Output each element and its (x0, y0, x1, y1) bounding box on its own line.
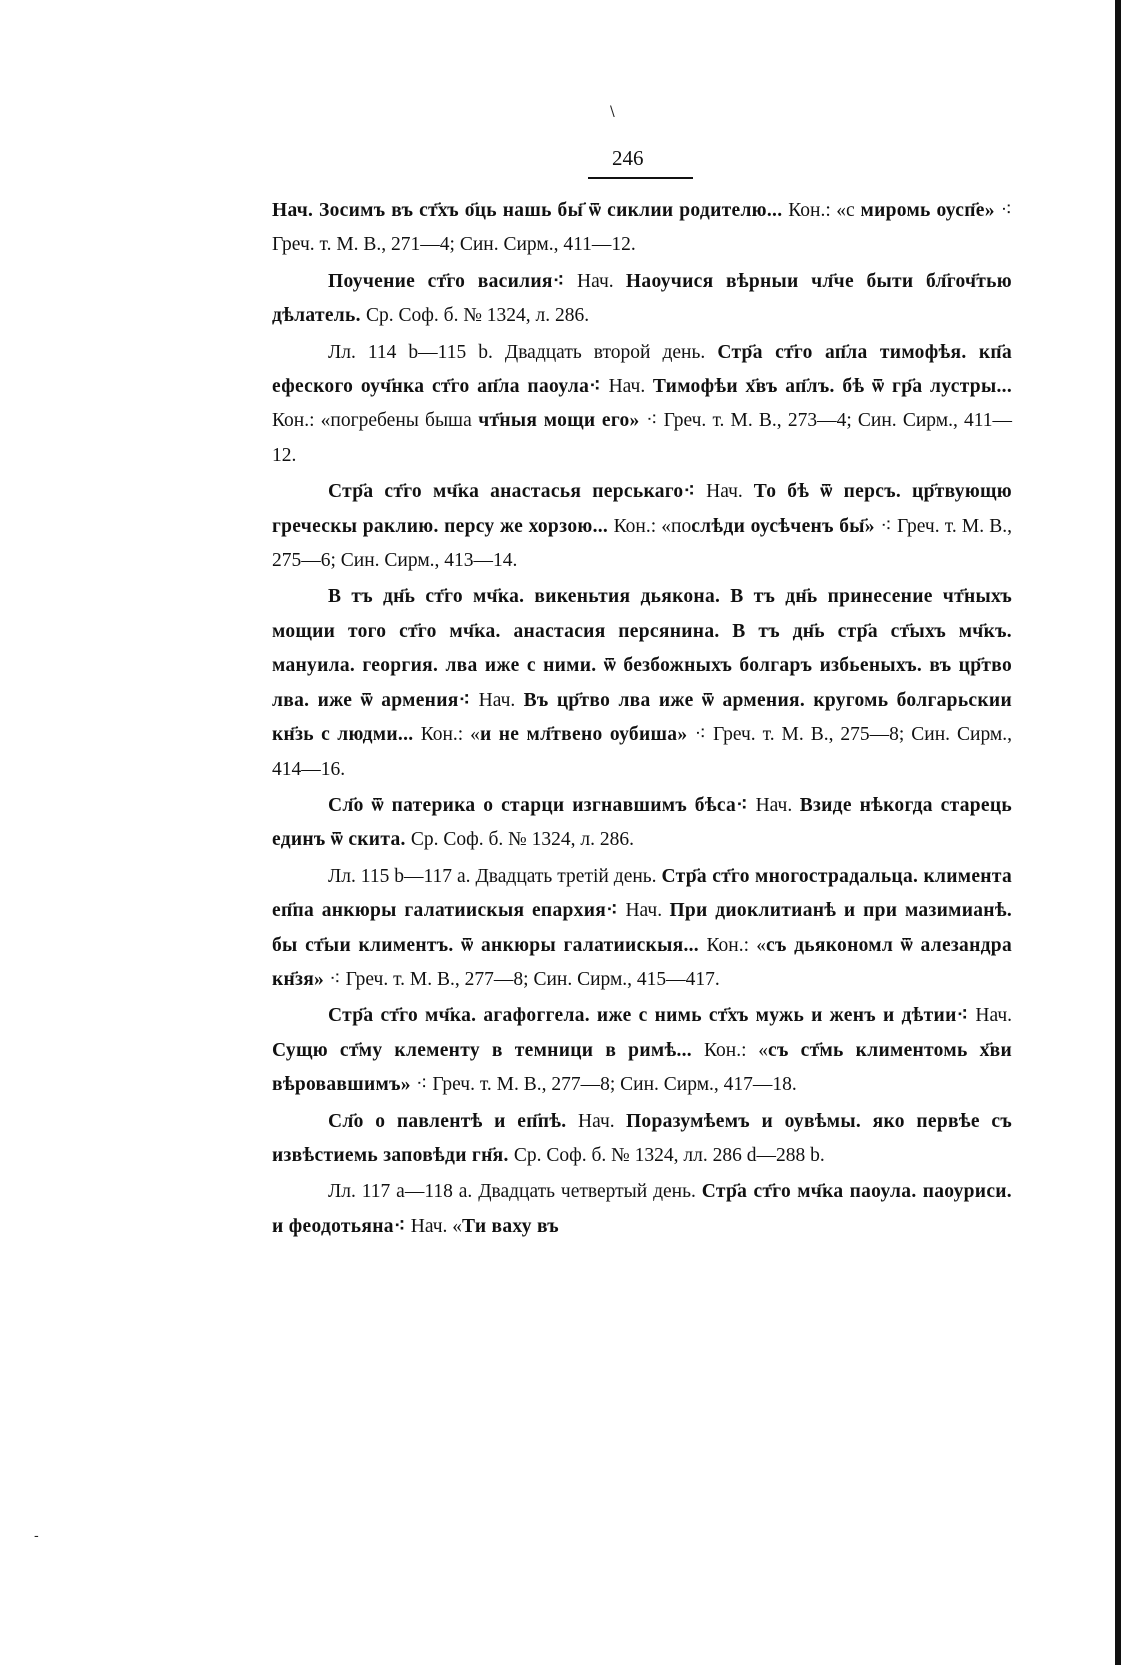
russian-text: Ср. Соф. б. № 1324, лл. 286 d—288 b. (513, 1144, 825, 1166)
church-slavonic-text: Стр҃а ст҃го многострадальца. климента еп҃па анкюры галатиискыя епархия⁖ (272, 865, 1012, 922)
church-slavonic-text: Стр҃а ст҃го мч҃ка. агафоггела. иже с нимь ст҃хъ мужь и женъ и дѣтии⁖ (328, 1005, 976, 1027)
russian-text: Кон.: « (420, 724, 480, 746)
paragraph (272, 1105, 1012, 1174)
russian-text: Нач. (625, 900, 670, 922)
russian-text: ⁖ Греч. т. М. В., 277—8; Син. Сирм., 415—417. (329, 968, 720, 990)
russian-text: Кон.: « (704, 1039, 768, 1061)
paragraph (272, 1175, 1012, 1244)
russian-text: ⁖ Греч. т. М. В., 273—4; Син. Сирм., 411—12. (272, 410, 1013, 466)
russian-text: Нач. (608, 376, 646, 398)
church-slavonic-text: Въ цр҃тво лва иже ѿ армения. кругомь болгарьскии кн҃зь с людми... (272, 689, 1012, 746)
paragraph (272, 860, 1012, 998)
church-slavonic-text: Стр҃а ст҃го мч҃ка анастасья перськаго⁖ (328, 481, 707, 503)
russian-text: Нач. (577, 270, 626, 292)
church-slavonic-text: Сущю ст҃му клементу в темници в римѣ... (272, 1039, 704, 1061)
russian-text: Ср. Соф. б. № 1324, л. 286. (366, 305, 590, 327)
russian-text: ⁖ Греч. т. М. В., 271—4; Син. Сирм., 411—12. (272, 200, 1013, 256)
paragraph (272, 265, 1012, 334)
top-stray-mark: \ (610, 104, 615, 120)
church-slavonic-text: миромь оусп҃е» (854, 200, 1001, 221)
paragraph (272, 475, 1012, 578)
paragraph (272, 194, 1012, 263)
church-slavonic-text: Нач. Зосимъ въ ст҃хъ о҃ць нашь бы҃ ѿ сиклии родителю... (272, 200, 789, 221)
church-slavonic-text: Поразумѣемъ и оувѣмы. яко первѣе съ извѣстиемь заповѣди гн҃я. (272, 1110, 1012, 1166)
russian-text: Кон.: «с (788, 200, 855, 221)
left-stray-mark: - (34, 1528, 39, 1544)
church-slavonic-text: съ дьякономл ѿ алезандра кн҃зя» (272, 934, 1012, 990)
church-slavonic-text: Сл҃о о павлентѣ и еп҃пѣ. (328, 1110, 579, 1132)
church-slavonic-text: Стр҃а ст҃го мч҃ка паоула. паоуриси. и феодотьяна⁖ (272, 1181, 1012, 1237)
body-text (272, 194, 1012, 1246)
paragraph (272, 789, 1012, 858)
russian-text: Нач. (578, 1110, 626, 1132)
russian-text: Кон.: « (706, 934, 766, 956)
church-slavonic-text: слѣди оусѣченъ бы҃» (691, 515, 881, 537)
page-number: 246 (612, 146, 644, 170)
russian-text: Нач. (478, 689, 516, 711)
church-slavonic-text: Наоучися вѣрныи чл҃че быти бл҃гоч҃тью дѣлатель. (272, 270, 1012, 327)
paragraph (272, 580, 1012, 786)
page-number-rule (588, 177, 693, 179)
page-edge-shadow (1115, 0, 1121, 1665)
church-slavonic-text: В тъ дн҃ь ст҃го мч҃ка. викеньтия дьякона. В тъ дн҃ь принесение чт҃ныхъ мощии того ст҃го мч҃ка. анастасия персянина. В тъ дн҃ь стр҃а ст҃ыхъ мч҃къ. мануила. георгия. лва иже с ними. ѿ безбожныхъ болгаръ избьеныхъ. въ цр҃тво лва. иже ѿ армения⁖ (272, 586, 1012, 711)
russian-text: Лл. 117 а—118 а. Двадцать четвертый день. (328, 1181, 702, 1203)
church-slavonic-text: Стр҃а ст҃го ап҃ла тимофѣя. кп҃а ефеского оуч҃нка ст҃го ап҃ла паоула⁖ (272, 341, 1012, 398)
russian-text: Лл. 115 b—117 а. Двадцать третій день. (328, 865, 662, 887)
church-slavonic-text: Поучение ст҃го василия⁖ (328, 270, 578, 292)
russian-text: Кон.: «погребены быша (272, 410, 472, 432)
church-slavonic-text: При диоклитианѣ и при мазимианѣ. бы ст҃ыи климентъ. ѿ анкюры галатиискыя... (272, 900, 1013, 956)
russian-text: Нач. (755, 794, 800, 816)
church-slavonic-text: Взиде нѣкогда старець единъ ѿ скита. (272, 794, 1012, 851)
church-slavonic-text: Сл҃о ѿ патерика о старци изгнавшимъ бѣса⁖ (328, 794, 756, 816)
russian-text: Нач. (975, 1005, 1012, 1027)
russian-text: Кон.: «по (613, 515, 692, 537)
church-slavonic-text: чт҃ныя мощи его» (471, 410, 647, 432)
church-slavonic-text: То бѣ ѿ персъ. цр҃твующю греческы раклию. персу же хорзою... (272, 481, 1012, 537)
church-slavonic-text: Тимофѣи х҃въ ап҃лъ. бѣ ѿ гр҃а лустры... (645, 376, 1013, 398)
russian-text: ⁖ Греч. т. М. В., 275—6; Син. Сирм., 413—14. (272, 515, 1013, 572)
russian-text: Нач. « (410, 1215, 462, 1237)
russian-text: ⁖ Греч. т. М. В., 277—8; Син. Сирм., 417—18. (416, 1074, 797, 1096)
church-slavonic-text: Ти ваху въ (462, 1215, 559, 1237)
church-slavonic-text: съ ст҃мь климентомь х҃ви вѣровавшимъ» (272, 1039, 1012, 1096)
russian-text: Ср. Соф. б. № 1324, л. 286. (410, 829, 635, 851)
russian-text: Нач. (706, 481, 743, 503)
russian-text: Лл. 114 b—115 b. Двадцать второй день. (328, 341, 718, 363)
paragraph (272, 336, 1012, 474)
russian-text: ⁖ Греч. т. М. В., 275—8; Син. Сирм., 414—16. (272, 724, 1013, 780)
paragraph (272, 999, 1012, 1102)
church-slavonic-text: и не мл҃твено оубиша» (479, 724, 695, 746)
